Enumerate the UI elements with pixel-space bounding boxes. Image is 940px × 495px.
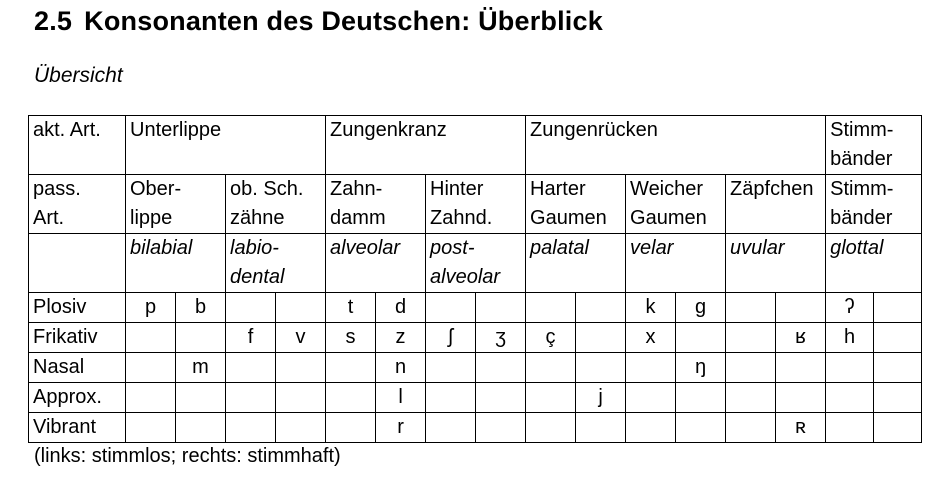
phoneme-cell	[526, 383, 576, 413]
group-zungenruecken: Zungenrücken	[526, 116, 826, 175]
place-term-row	[29, 234, 922, 293]
phoneme-cell	[226, 353, 276, 383]
phoneme-cell	[526, 413, 576, 443]
term-bilabial	[126, 234, 226, 293]
phoneme-cell	[276, 293, 326, 323]
place-line: damm	[330, 207, 386, 229]
term-line: dental	[230, 266, 285, 288]
passive-articulator-header	[29, 175, 126, 234]
phoneme-cell	[874, 323, 922, 353]
phoneme-cell	[676, 413, 726, 443]
phoneme-cell	[576, 413, 626, 443]
place-harter-gaumen	[526, 175, 626, 234]
phoneme-cell	[126, 353, 176, 383]
phoneme-cell: p	[126, 293, 176, 323]
active-articulator-row	[29, 116, 922, 175]
phoneme-cell: ʒ	[476, 323, 526, 353]
phoneme-cell	[326, 353, 376, 383]
term-uvular	[726, 234, 826, 293]
phoneme-cell: ʀ	[776, 413, 826, 443]
place-obere-schneidezaehne	[226, 175, 326, 234]
place-line: Zahnd.	[430, 207, 493, 229]
phoneme-cell: v	[276, 323, 326, 353]
term-line: post-	[430, 237, 475, 259]
place-line: lippe	[130, 207, 173, 229]
phoneme-cell	[726, 413, 776, 443]
term-line: labio-	[230, 237, 279, 259]
phoneme-cell: z	[376, 323, 426, 353]
phoneme-cell	[276, 383, 326, 413]
active-articulator-header: akt. Art.	[29, 116, 126, 175]
phoneme-cell	[726, 353, 776, 383]
manner-row	[29, 293, 922, 323]
subtitle: Übersicht	[34, 64, 123, 87]
phoneme-cell	[126, 323, 176, 353]
place-oberlippe	[126, 175, 226, 234]
place-weicher-gaumen	[626, 175, 726, 234]
phoneme-cell	[226, 413, 276, 443]
passive-header-line-1: pass.	[33, 178, 81, 200]
phoneme-cell	[426, 353, 476, 383]
phoneme-cell	[426, 293, 476, 323]
term-labiodental	[226, 234, 326, 293]
phoneme-cell: ŋ	[676, 353, 726, 383]
passive-header-line-2: Art.	[33, 207, 65, 229]
voicing-footnote: (links: stimmlos; rechts: stimmhaft)	[34, 445, 341, 467]
manner-label: Nasal	[29, 353, 126, 383]
section-heading-text: Konsonanten des Deutschen: Überblick	[84, 6, 603, 36]
term-postalveolar	[426, 234, 526, 293]
section-number: 2.5	[34, 6, 73, 36]
term-line: alveolar	[330, 237, 401, 259]
manner-row	[29, 383, 922, 413]
phoneme-cell	[326, 413, 376, 443]
phoneme-cell	[176, 323, 226, 353]
phoneme-cell	[576, 353, 626, 383]
phoneme-cell: m	[176, 353, 226, 383]
section-title	[34, 6, 603, 37]
manner-row	[29, 353, 922, 383]
phoneme-cell: ʃ	[426, 323, 476, 353]
phoneme-cell: s	[326, 323, 376, 353]
group-stimmbaender-line-1: Stimm-	[830, 119, 894, 141]
place-line: Stimm-	[830, 178, 894, 200]
phoneme-cell: x	[626, 323, 676, 353]
place-line: Gaumen	[530, 207, 607, 229]
phoneme-cell	[874, 383, 922, 413]
phoneme-cell	[676, 323, 726, 353]
phoneme-cell	[326, 383, 376, 413]
phoneme-cell: ç	[526, 323, 576, 353]
term-line: palatal	[530, 237, 589, 259]
phoneme-cell: k	[626, 293, 676, 323]
phoneme-cell	[776, 293, 826, 323]
phoneme-cell	[826, 413, 874, 443]
phoneme-cell	[476, 383, 526, 413]
phoneme-cell: j	[576, 383, 626, 413]
group-zungenkranz: Zungenkranz	[326, 116, 526, 175]
phoneme-cell	[626, 383, 676, 413]
phoneme-cell	[576, 293, 626, 323]
manner-label: Approx.	[29, 383, 126, 413]
manner-label: Plosiv	[29, 293, 126, 323]
phoneme-cell	[874, 293, 922, 323]
phoneme-cell	[126, 413, 176, 443]
passive-articulator-row	[29, 175, 922, 234]
term-line: glottal	[830, 237, 884, 259]
phoneme-cell: h	[826, 323, 874, 353]
phoneme-cell: f	[226, 323, 276, 353]
group-stimmbaender	[826, 116, 922, 175]
term-line: alveolar	[430, 266, 501, 288]
phoneme-cell	[874, 353, 922, 383]
place-zahndamm	[326, 175, 426, 234]
phoneme-cell	[726, 323, 776, 353]
place-line: zähne	[230, 207, 285, 229]
place-term-header	[29, 234, 126, 293]
phoneme-cell: d	[376, 293, 426, 323]
manner-row	[29, 413, 922, 443]
phoneme-cell	[526, 293, 576, 323]
phoneme-cell	[826, 383, 874, 413]
phoneme-cell: n	[376, 353, 426, 383]
phoneme-cell	[226, 383, 276, 413]
phoneme-cell	[276, 353, 326, 383]
phoneme-cell	[726, 383, 776, 413]
phoneme-cell	[176, 413, 226, 443]
phoneme-cell: l	[376, 383, 426, 413]
phoneme-cell	[576, 323, 626, 353]
term-line: uvular	[730, 237, 785, 259]
phoneme-cell	[476, 413, 526, 443]
place-line: ob. Sch.	[230, 178, 304, 200]
term-alveolar	[326, 234, 426, 293]
place-stimmbaender	[826, 175, 922, 234]
phoneme-cell	[126, 383, 176, 413]
phoneme-cell	[226, 293, 276, 323]
manner-row	[29, 323, 922, 353]
place-line: bänder	[830, 207, 893, 229]
phoneme-cell	[776, 353, 826, 383]
phoneme-cell	[826, 353, 874, 383]
phoneme-cell	[426, 383, 476, 413]
phoneme-cell	[626, 413, 676, 443]
phoneme-cell	[476, 353, 526, 383]
term-line: velar	[630, 237, 674, 259]
phoneme-cell	[276, 413, 326, 443]
place-line: Zäpfchen	[730, 178, 814, 200]
phoneme-cell	[726, 293, 776, 323]
phoneme-cell: ʔ	[826, 293, 874, 323]
place-line: Zahn-	[330, 178, 383, 200]
phoneme-cell	[176, 383, 226, 413]
place-line: Ober-	[130, 178, 182, 200]
phoneme-cell	[476, 293, 526, 323]
manner-label: Vibrant	[29, 413, 126, 443]
phoneme-cell: r	[376, 413, 426, 443]
phoneme-cell	[776, 383, 826, 413]
place-line: Hinter	[430, 178, 484, 200]
group-stimmbaender-line-2: bänder	[830, 148, 893, 170]
place-line: Harter	[530, 178, 586, 200]
phoneme-cell: g	[676, 293, 726, 323]
group-unterlippe: Unterlippe	[126, 116, 326, 175]
phoneme-cell	[526, 353, 576, 383]
phoneme-cell	[626, 353, 676, 383]
phoneme-cell: b	[176, 293, 226, 323]
manner-label: Frikativ	[29, 323, 126, 353]
phoneme-cell	[676, 383, 726, 413]
term-palatal	[526, 234, 626, 293]
place-zaepfchen	[726, 175, 826, 234]
phoneme-cell	[874, 413, 922, 443]
phoneme-cell: ʁ	[776, 323, 826, 353]
term-velar	[626, 234, 726, 293]
phoneme-cell: t	[326, 293, 376, 323]
phoneme-cell	[426, 413, 476, 443]
place-line: Weicher	[630, 178, 704, 200]
consonant-table	[28, 115, 922, 443]
place-hinter-zahndamm	[426, 175, 526, 234]
term-glottal	[826, 234, 922, 293]
term-line: bilabial	[130, 237, 193, 259]
place-line: Gaumen	[630, 207, 707, 229]
